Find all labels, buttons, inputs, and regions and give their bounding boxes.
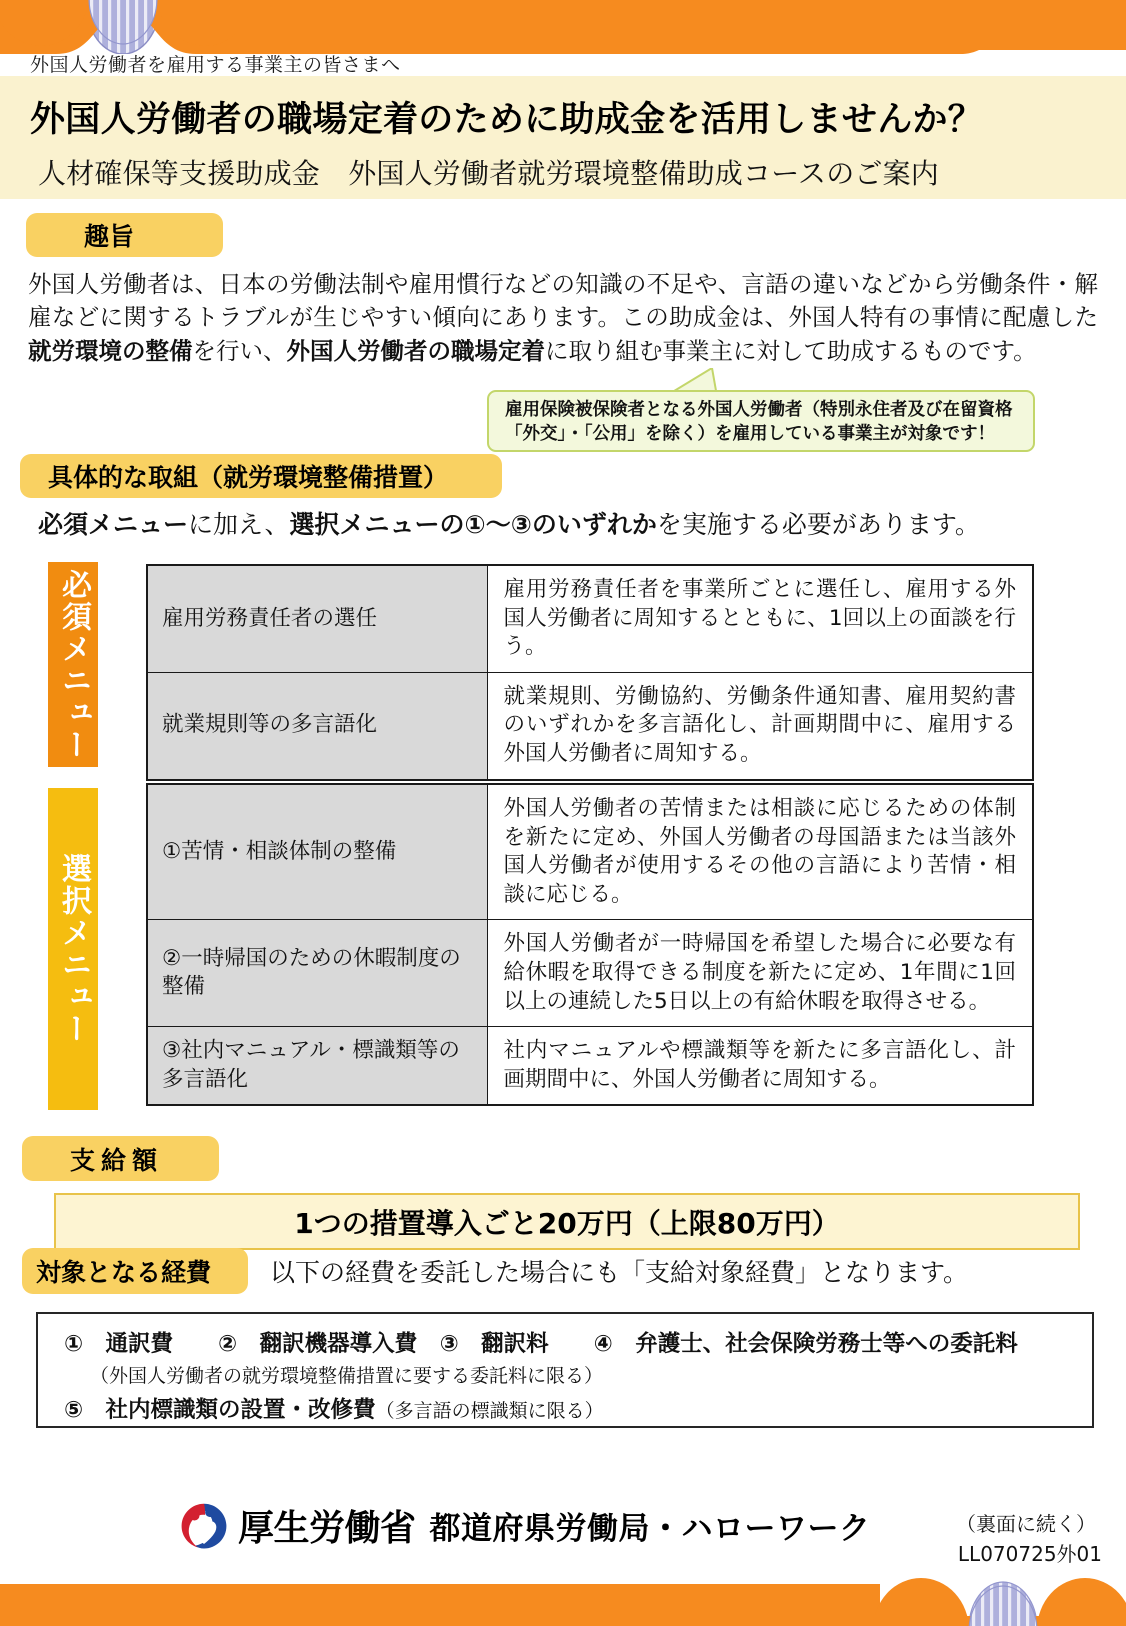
amount-box: 1つの措置導入ごと20万円（上限80万円） (54, 1193, 1080, 1250)
offices-name: 都道府県労働局・ハローワーク (429, 1510, 871, 1547)
page-title: 外国人労働者の職場定着のために助成金を活用しませんか？ (30, 100, 984, 140)
eyebrow-text: 外国人労働者を雇用する事業主の皆さまへ (30, 54, 401, 76)
table-row (147, 920, 1033, 1027)
continued-note: （裏面に続く） (956, 1512, 1096, 1536)
section-badge-shushi: 趣旨 (26, 213, 223, 257)
footer-branding (176, 1497, 871, 1553)
shushi-text-3: に取り組む事業主に対して助成するものです。 (545, 336, 1037, 365)
bottom-decoration (0, 1572, 1126, 1626)
hissu-row-1-desc: 就業規則、労働協約、労働条件通知書、雇用契約書のいずれかを多言語化し、計画期間中に、雇用する外国人労働者に周知する。 (487, 672, 1033, 779)
menu-lead-text (38, 505, 980, 541)
menu-lead-mid: に加え、 (188, 510, 290, 539)
page-subtitle: 人材確保等支援助成金 外国人労働者就労環境整備助成コースのご案内 (38, 157, 940, 190)
sentaku-row-0-desc: 外国人労働者の苦情または相談に応じるための体制を新たに定め、外国人労働者の母国語または当該外国人労働者が使用するその他の言語により苦情・相談に応じる。 (487, 784, 1033, 920)
hissu-row-0-desc: 雇用労務責任者を事業所ごとに選任し、雇用する外国人労働者に周知するとともに、1回以上の面談を行う。 (487, 565, 1033, 672)
hissu-menu-table (146, 564, 1034, 781)
hissu-row-1-label: 就業規則等の多言語化 (147, 672, 487, 779)
section-badge-shikyu: 支給額 (22, 1136, 219, 1181)
table-row (147, 1027, 1033, 1106)
shushi-paragraph (28, 268, 1098, 368)
section-badge-torikumi: 具体的な取組（就労環境整備措置） (20, 454, 502, 498)
table-row (147, 565, 1033, 672)
keihi-items-line-1: ① 通訳費 ② 翻訳機器導入費 ③ 翻訳料 ④ 弁護士、社会保険労務士等への委託料 (64, 1331, 1018, 1357)
sentaku-row-1-label: ②一時帰国のための休暇制度の整備 (147, 920, 487, 1027)
eligibility-callout (487, 390, 1035, 452)
mhlw-logo-icon (176, 1497, 232, 1553)
shushi-bold-1: 就労環境の整備 (28, 336, 193, 365)
shushi-bold-2: 外国人労働者の職場定着 (286, 336, 545, 365)
document-code: LL070725外01 (957, 1542, 1102, 1566)
menu-lead-bold-2: 選択メニューの①～③のいずれか (289, 510, 657, 539)
hissu-row-0-label: 雇用労務責任者の選任 (147, 565, 487, 672)
menu-lead-bold-1: 必須メニュー (38, 510, 189, 539)
sentaku-row-1-desc: 外国人労働者が一時帰国を希望した場合に必要な有給休暇を取得できる制度を新たに定め、1年間に1回以上の連続した5日以上の有給休暇を取得させる。 (487, 920, 1033, 1027)
table-row (147, 784, 1033, 920)
tab-hissu-menu: 必須メニュー (48, 562, 98, 767)
callout-tail-text: が対象です！ (890, 424, 995, 445)
sentaku-menu-table (146, 783, 1034, 1106)
keihi-item-5: ⑤ 社内標識類の設置・改修費 (64, 1397, 376, 1423)
keihi-items-line-2 (64, 1392, 1072, 1424)
menu-lead-end: を実施する必要があります。 (656, 510, 980, 539)
keihi-lead-text: 以下の経費を委託した場合にも「支給対象経費」となります。 (270, 1258, 969, 1287)
shushi-text-2: を行い、 (192, 336, 287, 365)
top-decoration (0, 0, 1126, 54)
callout-bold-text: 雇用保険被保険者となる外国人労働者（特別永住者及び在留資格「外交」・「公用」を除く）を雇用している事業主 (505, 400, 1013, 445)
tab-sentaku-menu: 選択メニュー (48, 788, 98, 1110)
keihi-box (36, 1312, 1094, 1428)
ministry-name: 厚生労働省 (238, 1507, 416, 1549)
shushi-text-1: 外国人労働者は、日本の労働法制や雇用慣行などの知識の不足や、言語の違いなどから労働条件・解雇などに関するトラブルが生じやすい傾向にあります。この助成金は、外国人特有の事情に配慮した (28, 270, 1098, 332)
sentaku-row-0-label: ①苦情・相談体制の整備 (147, 784, 487, 920)
keihi-note: （外国人労働者の就労環境整備措置に要する委託料に限る） (90, 1365, 604, 1387)
sentaku-row-2-desc: 社内マニュアルや標識類等を新たに多言語化し、計画期間中に、外国人労働者に周知する。 (487, 1027, 1033, 1106)
table-row (147, 672, 1033, 779)
sentaku-row-2-label: ③社内マニュアル・標識類等の多言語化 (147, 1027, 487, 1106)
section-badge-keihi: 対象となる経費 (22, 1248, 248, 1294)
keihi-item-5-note: （多言語の標識類に限る） (375, 1400, 604, 1422)
